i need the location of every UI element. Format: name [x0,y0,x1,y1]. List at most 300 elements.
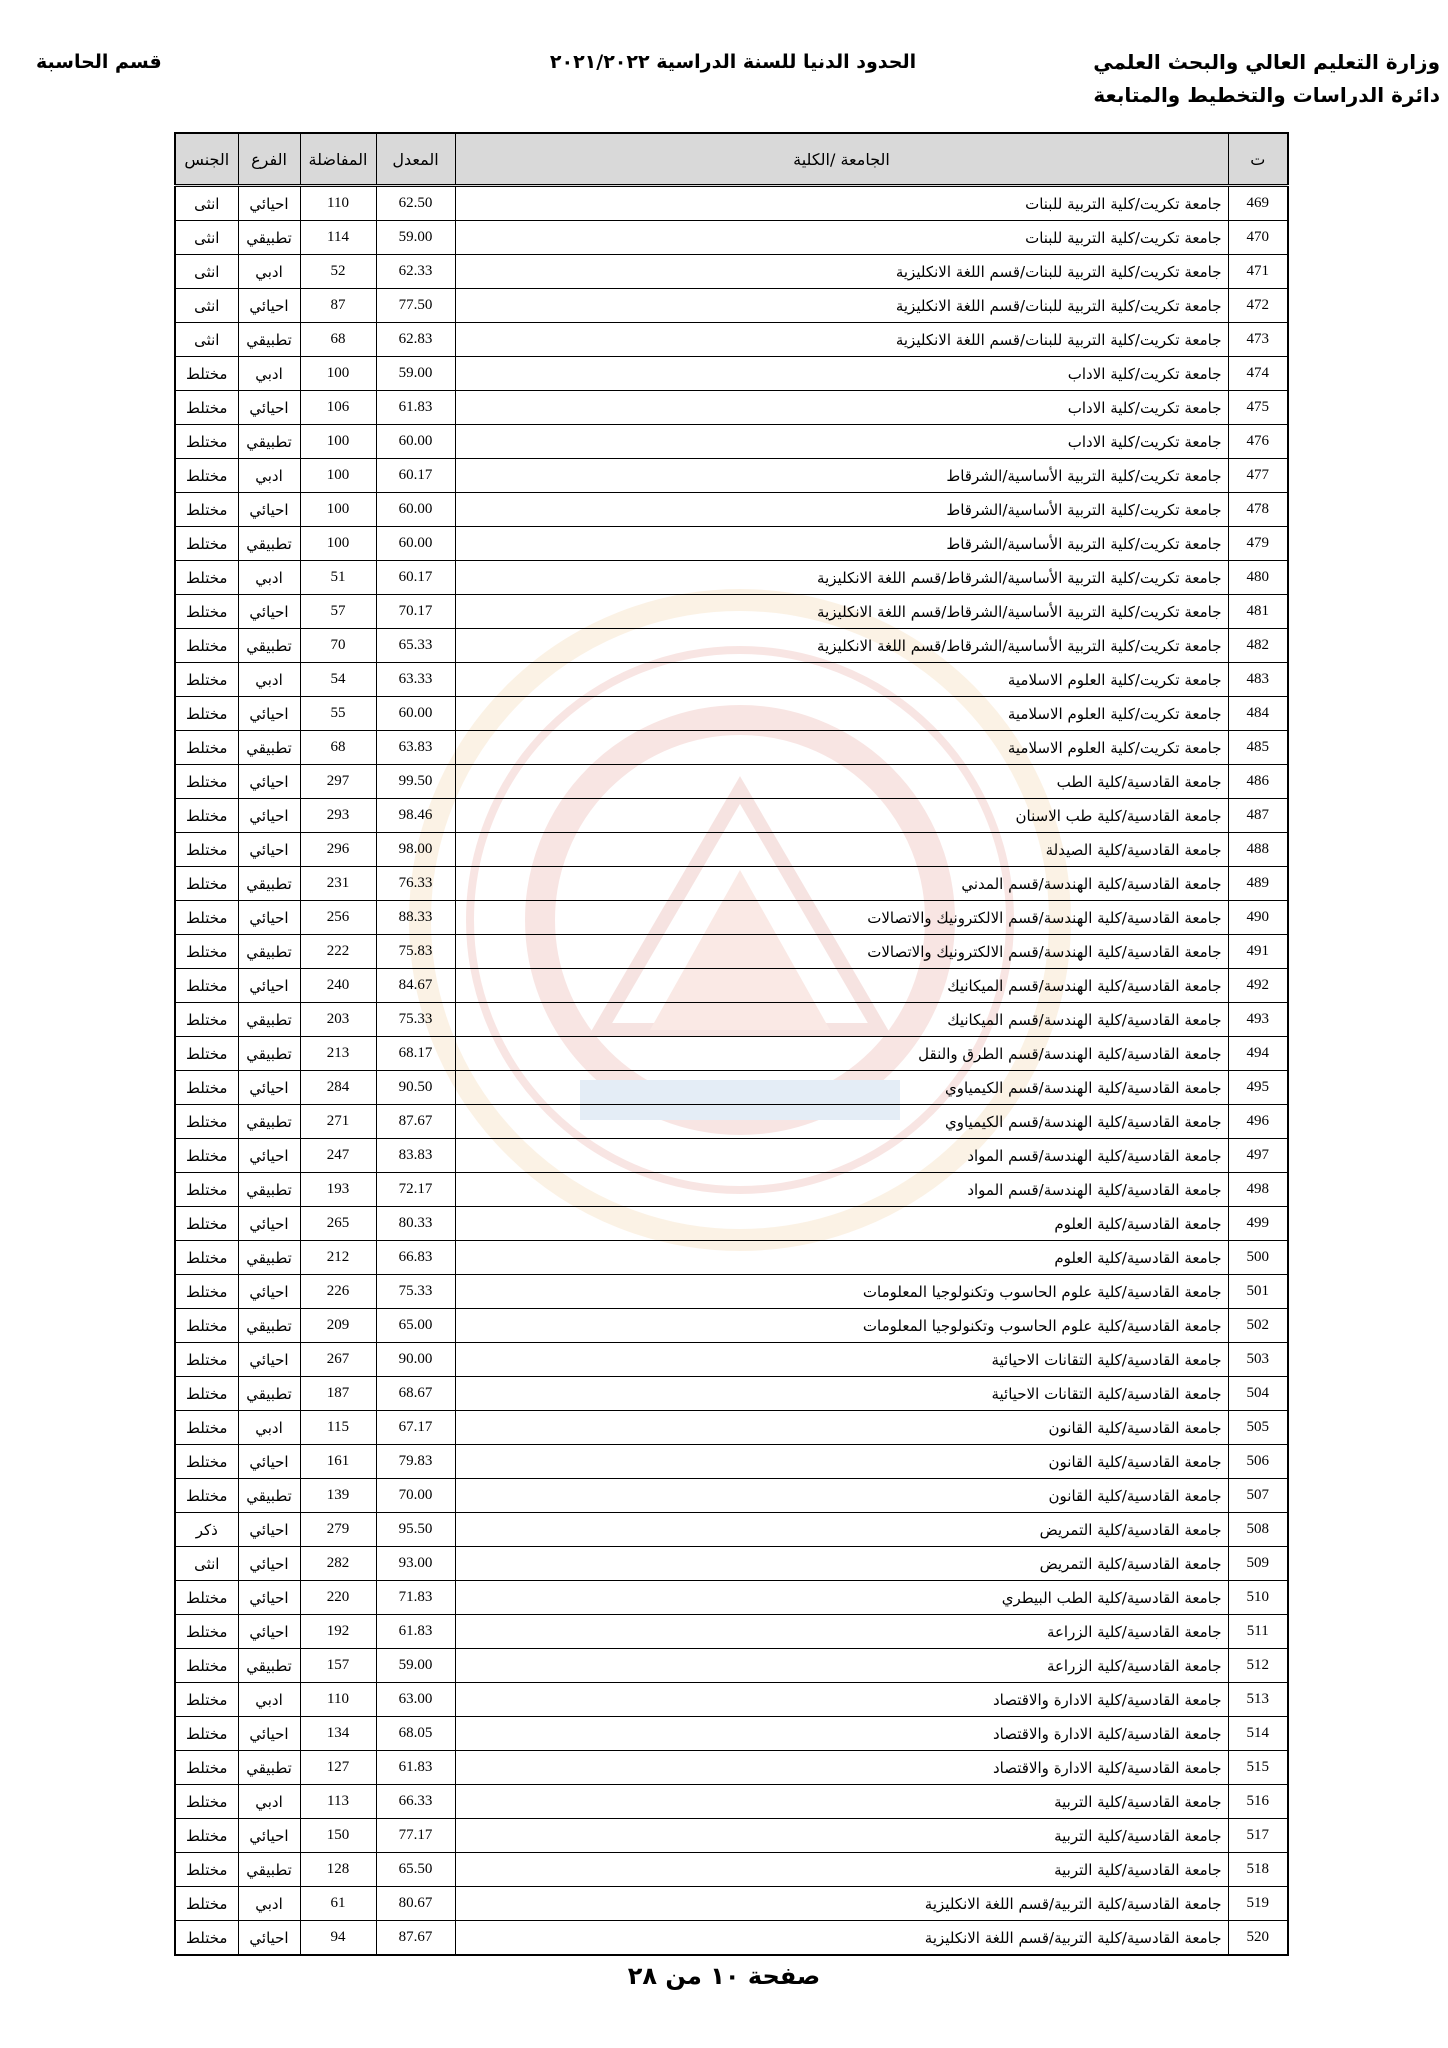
table-row [175,1547,1288,1581]
table-row [175,1853,1288,1887]
college-cell: جامعة القادسية/كلية الهندسة/قسم المواد [455,1139,1228,1173]
table-row [175,1071,1288,1105]
branch-cell: ادبي [238,1683,300,1717]
college-cell: جامعة القادسية/كلية التقانات الاحيائية [455,1377,1228,1411]
branch-cell: تطبيقي [238,935,300,969]
college-cell: جامعة تكريت/كلية العلوم الاسلامية [455,731,1228,765]
preference-cell: 265 [300,1207,376,1241]
branch-cell: احيائي [238,833,300,867]
branch-cell: تطبيقي [238,1853,300,1887]
college-cell: جامعة القادسية/كلية العلوم [455,1241,1228,1275]
seq-cell: 474 [1228,357,1288,391]
preference-cell: 100 [300,493,376,527]
gender-cell: انثى [175,289,238,323]
average-cell: 61.83 [376,1615,455,1649]
average-cell: 61.83 [376,391,455,425]
preference-cell: 127 [300,1751,376,1785]
college-cell: جامعة تكريت/كلية التربية الأساسية/الشرقاط [455,527,1228,561]
seq-cell: 506 [1228,1445,1288,1479]
gender-cell: مختلط [175,1275,238,1309]
seq-cell: 502 [1228,1309,1288,1343]
seq-cell: 510 [1228,1581,1288,1615]
seq-cell: 497 [1228,1139,1288,1173]
average-cell: 60.00 [376,425,455,459]
seq-cell: 485 [1228,731,1288,765]
gender-cell: انثى [175,186,238,221]
table-row [175,1887,1288,1921]
table-row [175,255,1288,289]
college-cell: جامعة القادسية/كلية الهندسة/قسم المواد [455,1173,1228,1207]
gender-cell: مختلط [175,1785,238,1819]
branch-cell: احيائي [238,1581,300,1615]
branch-cell: احيائي [238,969,300,1003]
column-header-gender: الجنس [175,133,238,186]
seq-cell: 514 [1228,1717,1288,1751]
seq-cell: 507 [1228,1479,1288,1513]
average-cell: 84.67 [376,969,455,1003]
seq-cell: 470 [1228,221,1288,255]
gender-cell: مختلط [175,1683,238,1717]
college-cell: جامعة القادسية/كلية التربية/قسم اللغة الانكليزية [455,1921,1228,1956]
gender-cell: مختلط [175,493,238,527]
table-row [175,1717,1288,1751]
gender-cell: مختلط [175,1853,238,1887]
table-row [175,391,1288,425]
seq-cell: 487 [1228,799,1288,833]
preference-cell: 161 [300,1445,376,1479]
gender-cell: مختلط [175,1615,238,1649]
average-cell: 77.50 [376,289,455,323]
college-cell: جامعة القادسية/كلية القانون [455,1411,1228,1445]
branch-cell: احيائي [238,1513,300,1547]
gender-cell: مختلط [175,1581,238,1615]
seq-cell: 473 [1228,323,1288,357]
branch-cell: تطبيقي [238,1309,300,1343]
seq-cell: 501 [1228,1275,1288,1309]
seq-cell: 520 [1228,1921,1288,1956]
college-cell: جامعة القادسية/كلية الادارة والاقتصاد [455,1751,1228,1785]
table-row [175,1649,1288,1683]
preference-cell: 187 [300,1377,376,1411]
seq-cell: 499 [1228,1207,1288,1241]
preference-cell: 231 [300,867,376,901]
seq-cell: 491 [1228,935,1288,969]
gender-cell: مختلط [175,1479,238,1513]
branch-cell: احيائي [238,1819,300,1853]
table-row [175,765,1288,799]
gender-cell: مختلط [175,901,238,935]
gender-cell: مختلط [175,697,238,731]
table-row [175,833,1288,867]
college-cell: جامعة تكريت/كلية التربية للبنات [455,186,1228,221]
college-cell: جامعة القادسية/كلية الهندسة/قسم الكيمياوي [455,1105,1228,1139]
page-number: صفحة ١٠ من ٢٨ [627,1962,821,1990]
gender-cell: مختلط [175,459,238,493]
college-cell: جامعة القادسية/كلية التربية [455,1819,1228,1853]
branch-cell: احيائي [238,799,300,833]
column-header-college: الجامعة /الكلية [455,133,1228,186]
college-cell: جامعة تكريت/كلية الاداب [455,357,1228,391]
average-cell: 63.00 [376,1683,455,1717]
preference-cell: 110 [300,186,376,221]
preference-cell: 115 [300,1411,376,1445]
college-cell: جامعة تكريت/كلية التربية للبنات [455,221,1228,255]
average-cell: 65.33 [376,629,455,663]
preference-cell: 87 [300,289,376,323]
average-cell: 75.33 [376,1275,455,1309]
branch-cell: تطبيقي [238,731,300,765]
branch-cell: ادبي [238,1887,300,1921]
college-cell: جامعة القادسية/كلية علوم الحاسوب وتكنولوجيا المعلومات [455,1309,1228,1343]
average-cell: 70.00 [376,1479,455,1513]
college-cell: جامعة القادسية/كلية الهندسة/قسم الطرق والنقل [455,1037,1228,1071]
gender-cell: انثى [175,255,238,289]
gender-cell: مختلط [175,1649,238,1683]
average-cell: 66.83 [376,1241,455,1275]
average-cell: 90.00 [376,1343,455,1377]
average-cell: 98.46 [376,799,455,833]
department-name: دائرة الدراسات والتخطيط والمتابعة [1093,83,1440,107]
seq-cell: 515 [1228,1751,1288,1785]
table-row [175,1207,1288,1241]
average-cell: 62.83 [376,323,455,357]
average-cell: 59.00 [376,1649,455,1683]
college-cell: جامعة القادسية/كلية الزراعة [455,1649,1228,1683]
gender-cell: مختلط [175,1309,238,1343]
admission-table [174,132,1289,1956]
average-cell: 61.83 [376,1751,455,1785]
seq-cell: 495 [1228,1071,1288,1105]
branch-cell: تطبيقي [238,867,300,901]
average-cell: 60.00 [376,697,455,731]
preference-cell: 139 [300,1479,376,1513]
gender-cell: مختلط [175,561,238,595]
branch-cell: ادبي [238,561,300,595]
document-title: الحدود الدنيا للسنة الدراسية ٢٠٢١/٢٠٢٢ [549,51,917,73]
college-cell: جامعة تكريت/كلية التربية للبنات/قسم اللغة الانكليزية [455,289,1228,323]
table-header-row [175,133,1288,186]
preference-cell: 284 [300,1071,376,1105]
preference-cell: 213 [300,1037,376,1071]
table-row [175,1513,1288,1547]
table-row [175,561,1288,595]
gender-cell: مختلط [175,527,238,561]
college-cell: جامعة القادسية/كلية الهندسة/قسم الالكترونيك والاتصالات [455,935,1228,969]
branch-cell: تطبيقي [238,1751,300,1785]
table-row [175,1173,1288,1207]
college-cell: جامعة تكريت/كلية التربية الأساسية/الشرقاط [455,493,1228,527]
seq-cell: 480 [1228,561,1288,595]
branch-cell: تطبيقي [238,1105,300,1139]
gender-cell: مختلط [175,1037,238,1071]
seq-cell: 504 [1228,1377,1288,1411]
gender-cell: مختلط [175,1445,238,1479]
average-cell: 80.67 [376,1887,455,1921]
seq-cell: 498 [1228,1173,1288,1207]
gender-cell: مختلط [175,1207,238,1241]
average-cell: 63.83 [376,731,455,765]
gender-cell: مختلط [175,1921,238,1956]
gender-cell: مختلط [175,1751,238,1785]
branch-cell: تطبيقي [238,1003,300,1037]
preference-cell: 70 [300,629,376,663]
preference-cell: 247 [300,1139,376,1173]
table-row [175,935,1288,969]
college-cell: جامعة تكريت/كلية التربية الأساسية/الشرقاط/قسم اللغة الانكليزية [455,595,1228,629]
seq-cell: 488 [1228,833,1288,867]
average-cell: 95.50 [376,1513,455,1547]
average-cell: 98.00 [376,833,455,867]
gender-cell: مختلط [175,799,238,833]
branch-cell: احيائي [238,1445,300,1479]
table-row [175,459,1288,493]
preference-cell: 128 [300,1853,376,1887]
gender-cell: مختلط [175,425,238,459]
preference-cell: 271 [300,1105,376,1139]
table-row [175,357,1288,391]
seq-cell: 472 [1228,289,1288,323]
average-cell: 67.17 [376,1411,455,1445]
branch-cell: احيائي [238,1343,300,1377]
column-header-average: المعدل [376,133,455,186]
preference-cell: 212 [300,1241,376,1275]
branch-cell: تطبيقي [238,1479,300,1513]
table-row [175,527,1288,561]
branch-cell: احيائي [238,765,300,799]
preference-cell: 157 [300,1649,376,1683]
seq-cell: 508 [1228,1513,1288,1547]
college-cell: جامعة تكريت/كلية التربية الأساسية/الشرقاط/قسم اللغة الانكليزية [455,561,1228,595]
seq-cell: 519 [1228,1887,1288,1921]
seq-cell: 503 [1228,1343,1288,1377]
average-cell: 77.17 [376,1819,455,1853]
college-cell: جامعة تكريت/كلية العلوم الاسلامية [455,697,1228,731]
branch-cell: احيائي [238,595,300,629]
average-cell: 99.50 [376,765,455,799]
average-cell: 88.33 [376,901,455,935]
preference-cell: 203 [300,1003,376,1037]
table-row [175,867,1288,901]
preference-cell: 51 [300,561,376,595]
average-cell: 68.67 [376,1377,455,1411]
college-cell: جامعة القادسية/كلية التمريض [455,1547,1228,1581]
college-cell: جامعة القادسية/كلية الادارة والاقتصاد [455,1717,1228,1751]
branch-cell: تطبيقي [238,1377,300,1411]
branch-cell: ادبي [238,663,300,697]
seq-cell: 492 [1228,969,1288,1003]
preference-cell: 114 [300,221,376,255]
table-row [175,221,1288,255]
seq-cell: 516 [1228,1785,1288,1819]
average-cell: 70.17 [376,595,455,629]
college-cell: جامعة القادسية/كلية التربية [455,1785,1228,1819]
average-cell: 75.83 [376,935,455,969]
average-cell: 80.33 [376,1207,455,1241]
average-cell: 87.67 [376,1921,455,1956]
gender-cell: مختلط [175,1819,238,1853]
branch-cell: ادبي [238,1411,300,1445]
preference-cell: 240 [300,969,376,1003]
preference-cell: 100 [300,425,376,459]
preference-cell: 134 [300,1717,376,1751]
college-cell: جامعة تكريت/كلية الاداب [455,391,1228,425]
branch-cell: تطبيقي [238,1037,300,1071]
table-row [175,1037,1288,1071]
average-cell: 60.17 [376,561,455,595]
gender-cell: مختلط [175,1003,238,1037]
branch-cell: احيائي [238,1547,300,1581]
gender-cell: مختلط [175,1343,238,1377]
seq-cell: 496 [1228,1105,1288,1139]
average-cell: 66.33 [376,1785,455,1819]
average-cell: 60.00 [376,527,455,561]
college-cell: جامعة تكريت/كلية التربية الأساسية/الشرقاط [455,459,1228,493]
preference-cell: 193 [300,1173,376,1207]
table-row [175,1377,1288,1411]
branch-cell: تطبيقي [238,425,300,459]
table-row [175,186,1288,221]
college-cell: جامعة تكريت/كلية العلوم الاسلامية [455,663,1228,697]
gender-cell: مختلط [175,969,238,1003]
branch-cell: احيائي [238,1921,300,1956]
preference-cell: 226 [300,1275,376,1309]
average-cell: 72.17 [376,1173,455,1207]
table-row [175,663,1288,697]
average-cell: 60.00 [376,493,455,527]
branch-cell: ادبي [238,357,300,391]
ministry-header [1093,46,1440,112]
college-cell: جامعة القادسية/كلية الهندسة/قسم المدني [455,867,1228,901]
preference-cell: 100 [300,459,376,493]
gender-cell: مختلط [175,731,238,765]
seq-cell: 479 [1228,527,1288,561]
branch-cell: احيائي [238,1717,300,1751]
preference-cell: 297 [300,765,376,799]
table-row [175,1411,1288,1445]
table-row [175,1921,1288,1956]
preference-cell: 54 [300,663,376,697]
branch-cell: احيائي [238,1275,300,1309]
preference-cell: 293 [300,799,376,833]
seq-cell: 484 [1228,697,1288,731]
gender-cell: مختلط [175,357,238,391]
preference-cell: 296 [300,833,376,867]
preference-cell: 61 [300,1887,376,1921]
gender-cell: مختلط [175,1071,238,1105]
average-cell: 63.33 [376,663,455,697]
seq-cell: 469 [1228,186,1288,221]
college-cell: جامعة القادسية/كلية الطب البيطري [455,1581,1228,1615]
seq-cell: 481 [1228,595,1288,629]
college-cell: جامعة القادسية/كلية العلوم [455,1207,1228,1241]
gender-cell: مختلط [175,1411,238,1445]
average-cell: 65.00 [376,1309,455,1343]
branch-cell: احيائي [238,391,300,425]
ministry-name: وزارة التعليم العالي والبحث العلمي [1093,50,1440,74]
college-cell: جامعة تكريت/كلية التربية للبنات/قسم اللغة الانكليزية [455,255,1228,289]
table-row [175,1785,1288,1819]
preference-cell: 100 [300,357,376,391]
branch-cell: احيائي [238,1071,300,1105]
college-cell: جامعة القادسية/كلية التربية [455,1853,1228,1887]
table-row [175,969,1288,1003]
average-cell: 68.05 [376,1717,455,1751]
seq-cell: 500 [1228,1241,1288,1275]
table-row [175,731,1288,765]
gender-cell: ذكر [175,1513,238,1547]
gender-cell: انثى [175,323,238,357]
table-row [175,1343,1288,1377]
seq-cell: 505 [1228,1411,1288,1445]
table-row [175,1683,1288,1717]
average-cell: 65.50 [376,1853,455,1887]
gender-cell: مختلط [175,1717,238,1751]
seq-cell: 494 [1228,1037,1288,1071]
column-header-branch: الفرع [238,133,300,186]
preference-cell: 68 [300,323,376,357]
branch-cell: تطبيقي [238,1649,300,1683]
average-cell: 62.50 [376,186,455,221]
gender-cell: مختلط [175,595,238,629]
table-row [175,1479,1288,1513]
table-row [175,697,1288,731]
seq-cell: 513 [1228,1683,1288,1717]
average-cell: 59.00 [376,357,455,391]
table-row [175,1003,1288,1037]
college-cell: جامعة القادسية/كلية القانون [455,1479,1228,1513]
branch-cell: احيائي [238,186,300,221]
seq-cell: 512 [1228,1649,1288,1683]
preference-cell: 256 [300,901,376,935]
average-cell: 90.50 [376,1071,455,1105]
branch-cell: احيائي [238,493,300,527]
table-row [175,493,1288,527]
college-cell: جامعة القادسية/كلية الهندسة/قسم الميكانيك [455,969,1228,1003]
gender-cell: مختلط [175,1105,238,1139]
preference-cell: 68 [300,731,376,765]
table-row [175,1819,1288,1853]
branch-cell: احيائي [238,1207,300,1241]
gender-cell: مختلط [175,1241,238,1275]
gender-cell: مختلط [175,391,238,425]
college-cell: جامعة تكريت/كلية التربية للبنات/قسم اللغة الانكليزية [455,323,1228,357]
table-row [175,323,1288,357]
seq-cell: 517 [1228,1819,1288,1853]
gender-cell: مختلط [175,765,238,799]
gender-cell: مختلط [175,1377,238,1411]
seq-cell: 483 [1228,663,1288,697]
preference-cell: 192 [300,1615,376,1649]
seq-cell: 475 [1228,391,1288,425]
gender-cell: مختلط [175,1887,238,1921]
college-cell: جامعة تكريت/كلية التربية الأساسية/الشرقاط/قسم اللغة الانكليزية [455,629,1228,663]
table-row [175,901,1288,935]
college-cell: جامعة القادسية/كلية التربية/قسم اللغة الانكليزية [455,1887,1228,1921]
gender-cell: انثى [175,1547,238,1581]
branch-cell: تطبيقي [238,527,300,561]
preference-cell: 57 [300,595,376,629]
seq-cell: 511 [1228,1615,1288,1649]
seq-cell: 509 [1228,1547,1288,1581]
average-cell: 76.33 [376,867,455,901]
preference-cell: 94 [300,1921,376,1956]
college-cell: جامعة القادسية/كلية الهندسة/قسم الكيمياوي [455,1071,1228,1105]
preference-cell: 279 [300,1513,376,1547]
college-cell: جامعة القادسية/كلية التقانات الاحيائية [455,1343,1228,1377]
seq-cell: 490 [1228,901,1288,935]
branch-cell: احيائي [238,289,300,323]
branch-cell: احيائي [238,697,300,731]
